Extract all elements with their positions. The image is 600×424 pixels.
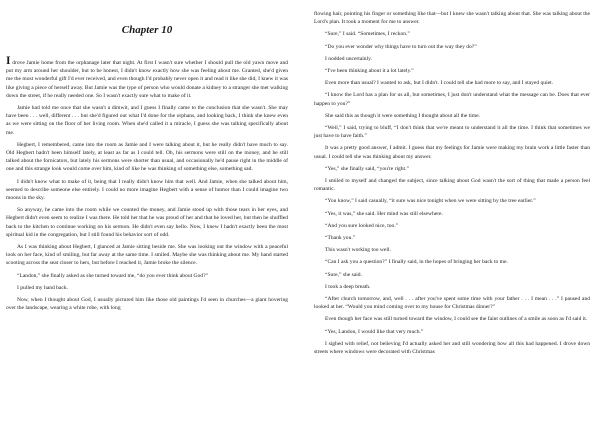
paragraph: Now, when I thought about God, I usually pictured him like those old paintings I'd seen in churches—a giant hovering over the landscape, wearing a white robe, with long <box>6 297 288 312</box>
paragraph: “Sure,” she said. <box>325 271 362 278</box>
paragraph: I took a deep breath. <box>325 283 371 290</box>
paragraph: Hegbert, I remembered, came into the room as Jamie and I were talking about it, but he really didn't have much to say. Old Hegbert hadn't been himself lately, at least as far as I could tell. Oh, his sermons were still on the money, and he still talked about the fornicators, but lately his sermons were shorter than usual, and occasionally he'd pause right in the middle of one and this strange look would come over him, kind of like he was thinking of something else, something sad. <box>6 141 288 173</box>
paragraph: “Sure,” I said. “Sometimes, I reckon.” <box>325 31 410 38</box>
paragraph: “Yes, it was,” she said. Her mind was still elsewhere. <box>325 210 443 217</box>
paragraph: “You know,” I said casually, “it sure was nice tonight when we were sitting by the tree earlier.” <box>325 198 536 205</box>
paragraph: As I was thinking about Hegbert, I glanced at Jamie sitting beside me. She was looking out the window with a peaceful look on her face, kind of smiling, but far away at the same time. I smiled. Maybe she was thinking about me. My hand started scooting across the seat closer to hers, but before I reached it, Jamie broke the silence. <box>6 244 288 267</box>
paragraph: Even though her face was still turned toward the window, I could see the faint outlines of a smile as soon as I'd said it. <box>325 316 588 323</box>
paragraph-1-text: drove Jamie home from the orphanage later that night. At first I wasn't sure whether I should pull the old yawn move and put my arm around her shoulder, but to be honest, I didn't know exactly how she was feeling about me. Granted, she'd given me the most wonderful gift I'd ever received, and even though I'd probably never open it and read it like she did, I knew it was like giving a piece of herself away. But Jamie was the type of person who would donate a kidney to a stranger she met walking down the street, if he really needed one. So I wasn't exactly sure what to make of it. <box>6 60 288 99</box>
paragraph: “And you sure looked nice, too.” <box>325 222 399 229</box>
paragraph: Jamie had told me once that she wasn't a dimwit, and I guess I finally came to the conclusion that she wasn't. She may have been . . . well, different . . . but she'd figured out what I'd done for the orphans, and looking back, I think she knew even as we were sitting on the floor of her living room. When she'd called it a miracle, I guess she was talking specifically about me. <box>6 105 288 136</box>
paragraph: It was a pretty good answer, I admit. I guess that my feelings for Jamie were making my brain work a little faster than usual. I could tell she was thinking about my answer. <box>314 145 590 160</box>
paragraph: So anyway, he came into the room while we counted the money, and Jamie stood up with those tears in her eyes, and Hegbert didn't even seem to realize I was there. He told her that he was proud of her and that he loved her, but then he shuffled back to the kitchen to continue working on his sermon. He didn't even say hello. Now, I knew I hadn't exactly been the most spiritual kid in the congregation, but I still found his behavior sort of odd. <box>6 207 288 238</box>
paragraph: “Yes,” she finally said, “you're right.” <box>325 165 409 172</box>
paragraph: This wasn't working too well. <box>325 247 391 254</box>
continued-paragraph: flowing hair, pointing his finger or something like that—but I knew she wasn't talking about that. She was talking about the Lord's plan. It took a moment for me to answer. <box>314 11 590 26</box>
paragraph: “Can I ask you a question?” I finally said, in the hopes of bringing her back to me. <box>325 259 508 266</box>
paragraph-1 <box>6 55 288 100</box>
chapter-title: Chapter 10 <box>121 24 173 36</box>
paragraph: “Well,” I said, trying to bluff, “I don't think that we're meant to understand it all the time. I think that sometimes we just have to have faith.” <box>314 125 590 140</box>
paragraph: I sighed with relief, not believing I'd actually asked her and still wondering how all this had happened. I drove down streets where windows were decorated with Christmas <box>314 340 590 356</box>
paragraph: “After church tomorrow, and, well . . . after you've spent some time with your father . . . I mean . . .” I paused and looked at her. “Would you mind coming over to my house for Christmas dinner?” <box>314 296 590 311</box>
paragraph: I nodded uncertainly. <box>325 55 372 62</box>
paragraph: “Thank you.” <box>325 235 356 242</box>
paragraph: I smiled to myself and changed the subject, since talking about God wasn't the sort of thing that made a person feel romantic. <box>314 178 590 193</box>
drop-cap: I <box>6 55 11 67</box>
paragraph: “I know the Lord has a plan for us all, but sometimes, I just don't understand what the message can be. Does that ever happen to you?” <box>314 92 590 107</box>
paragraph: I pulled my hand back. <box>17 284 68 291</box>
right-page <box>300 0 600 424</box>
paragraph: “Landon,” she finally asked as she turned toward me, “do you ever think about God?” <box>17 272 208 279</box>
paragraph: “Yes, Landon, I would like that very much.” <box>325 328 424 335</box>
paragraph: Even more than usual? I wanted to ask, but I didn't. I could tell she had more to say, and I stayed quiet. <box>325 80 554 87</box>
paragraph: “Do you ever wonder why things have to turn out the way they do?” <box>325 43 477 50</box>
paragraph: She said this as though it were something I thought about all the time. <box>325 112 480 119</box>
paragraph: I didn't know what to make of it, being that I really didn't know him that well. And Jamie, when she talked about him, seemed to describe someone else entirely. I could no more imagine Hegbert with a sense of humor than I could imagine two moons in the sky. <box>6 178 288 202</box>
paragraph: “I've been thinking about it a lot lately.” <box>325 68 414 75</box>
